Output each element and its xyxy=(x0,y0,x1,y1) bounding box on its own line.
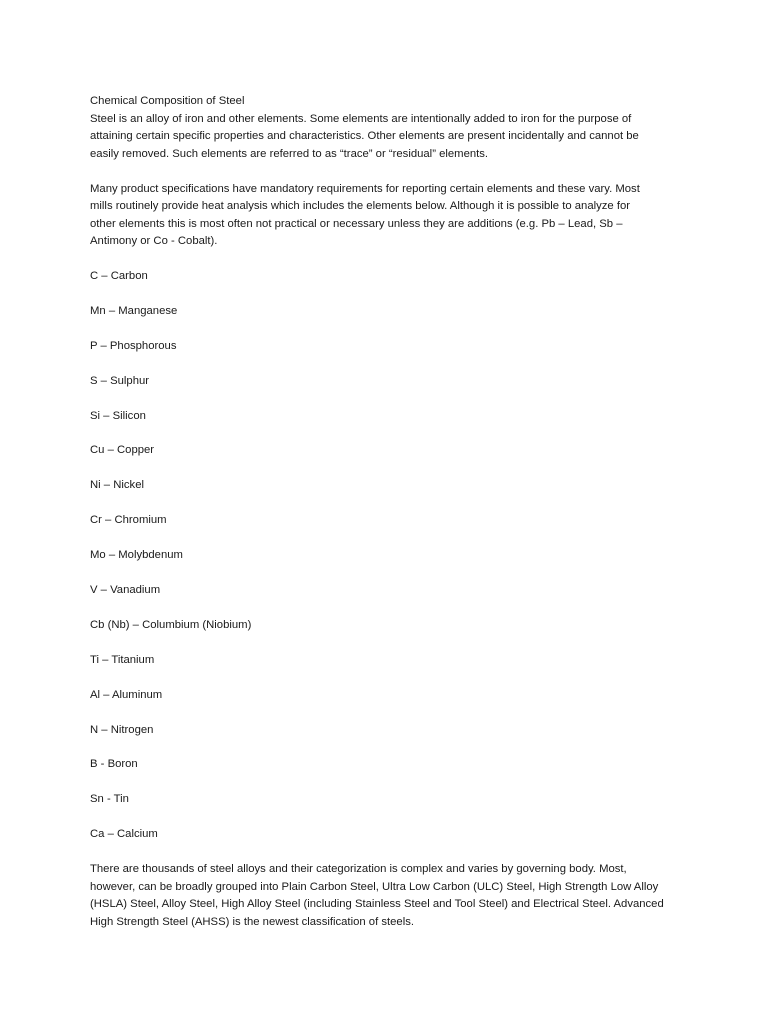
list-item: Ni – Nickel xyxy=(90,479,144,492)
list-item: Mo – Molybdenum xyxy=(90,549,183,562)
list-item: Mn – Manganese xyxy=(90,304,178,317)
list-item: Cr – Chromium xyxy=(90,514,167,527)
list-item: Cb (Nb) – Columbium (Niobium) xyxy=(90,618,252,631)
specifications-paragraph xyxy=(90,181,670,251)
document-body xyxy=(90,93,670,931)
list-item: N – Nitrogen xyxy=(90,723,154,736)
list-item: Sn - Tin xyxy=(90,793,129,806)
paragraph-line: Antimony or Co - Cobalt). xyxy=(90,235,218,247)
closing-paragraph xyxy=(90,861,670,931)
document-title: Chemical Composition of Steel xyxy=(90,95,245,107)
list-item: Si – Silicon xyxy=(90,409,146,422)
paragraph-line: mills routinely provide heat analysis which includes the elements below. Although it is possible to analyze for xyxy=(90,200,631,212)
paragraph-line: Many product specifications have mandatory requirements for reporting certain elements and these vary. Most xyxy=(90,182,640,195)
list-item: C – Carbon xyxy=(90,270,148,282)
list-item: V – Vanadium xyxy=(90,584,161,597)
paragraph-line: other elements this is most often not practical or necessary unless they are additions (e.g. Pb – Lead, Sb – xyxy=(90,217,623,230)
list-item: Cu – Copper xyxy=(90,444,155,457)
list-item: B - Boron xyxy=(90,758,138,771)
intro-line: Steel is an alloy of iron and other elements. Some elements are intentionally added to iron for the purpose of xyxy=(90,112,632,125)
paragraph-line: however, can be broadly grouped into Plain Carbon Steel, Ultra Low Carbon (ULC) Steel, High Strength Low Alloy xyxy=(90,880,659,893)
list-item: Al – Aluminum xyxy=(90,688,163,701)
paragraph-line: High Strength Steel (AHSS) is the newest classification of steels. xyxy=(90,915,414,928)
element-list xyxy=(90,268,670,844)
paragraph-line: (HSLA) Steel, Alloy Steel, High Alloy Steel (including Stainless Steel and Tool Steel) and Electrical Steel. Advanced xyxy=(90,898,664,911)
intro-line: attaining certain specific properties and characteristics. Other elements are present incidentally and cannot be xyxy=(90,130,639,142)
paragraph-line: There are thousands of steel alloys and their categorization is complex and varies by governing body. Most, xyxy=(90,863,627,876)
list-item: S – Sulphur xyxy=(90,374,150,387)
list-item: Ti – Titanium xyxy=(90,653,155,666)
intro-line: easily removed. Such elements are referred to as “trace” or “residual” elements. xyxy=(90,147,489,160)
intro-section xyxy=(90,93,670,163)
list-item: Ca – Calcium xyxy=(90,828,158,841)
list-item: P – Phosphorous xyxy=(90,339,177,352)
